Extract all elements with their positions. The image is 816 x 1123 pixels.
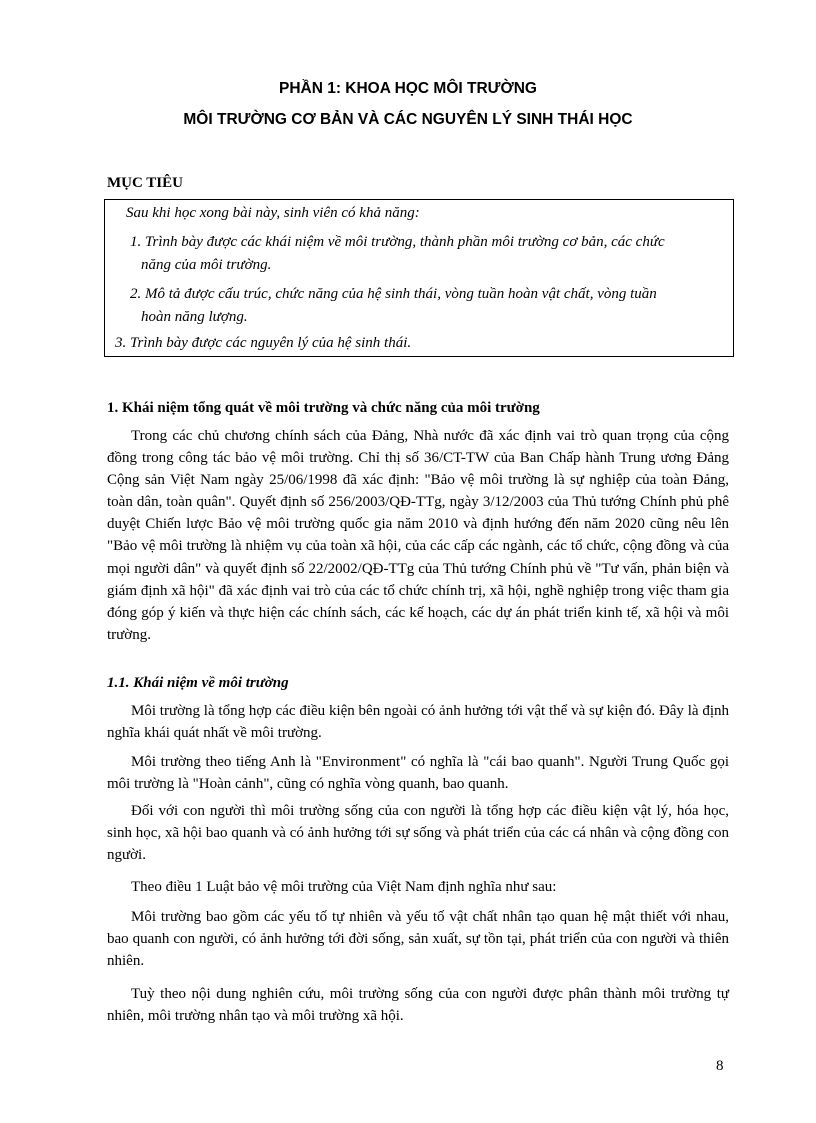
section-1-1-heading: 1.1. Khái niệm về môi trường [107, 675, 289, 691]
definition-paragraph-2: Môi trường theo tiếng Anh là "Environment" có nghĩa là "cái bao quanh". Người Trung Quốc gọi môi trường là "Hoàn cảnh", cũng có nghĩa vòng quanh, bao quanh. [107, 754, 729, 793]
definition-paragraph-4: Theo điều 1 Luật bảo vệ môi trường của Việt Nam định nghĩa như sau: [131, 879, 557, 895]
definition-paragraph-3: Đối với con người thì môi trường sống của con người là tổng hợp các điều kiện vật lý, hóa học, sinh học, xã hội bao quanh và có ảnh hưởng tới sự sống và phát triển của các cá nhân và cộng đồng con người. [107, 803, 729, 864]
objective-item-1-line-1: 1. Trình bày được các khái niệm về môi trường, thành phần môi trường cơ bản, các chức [130, 234, 665, 250]
section-1-heading: 1. Khái niệm tổng quát về môi trường và chức năng của môi trường [107, 400, 540, 416]
objective-item-3: 3. Trình bày được các nguyên lý của hệ sinh thái. [115, 335, 412, 351]
objective-item-2-line-2: hoàn năng lượng. [141, 309, 248, 325]
section-1-paragraph: Trong các chủ chương chính sách của Đảng, Nhà nước đã xác định vai trò quan trọng của cộng đồng trong công tác bảo vệ môi trường. Chỉ thị số 36/CT-TW của Ban Chấp hành Trung ương Đảng Cộng sản Việt Nam ngày 25/06/1998 đã xác định: "Bảo vệ môi trường là sự nghiệp của toàn Đảng, toàn dân, toàn quân". Quyết định số 256/2003/QĐ-TTg, ngày 3/12/2003 của Thủ tướng Chính phủ phê duyệt Chiến lược Bảo vệ môi trường quốc gia năm 2010 và định hướng đến năm 2020 cũng nêu lên "Bảo vệ môi trường là nhiệm vụ của toàn xã hội, của các cấp các ngành, các tổ chức, cộng đồng và của mọi người dân" và quyết định số 22/2002/QĐ-TTg của Thủ tướng Chính phủ về "Tư vấn, phản biện và giám định xã hội" đã xác định vai trò của các tổ chức chính trị, xã hội, nghề nghiệp trong việc tham gia đóng góp ý kiến và thực hiện các chính sách, các kế hoạch, các dự án phát triển kinh tế, xã hội và môi trường. [107, 428, 729, 643]
objective-item-1-line-2: năng của môi trường. [141, 257, 272, 273]
chapter-title: MÔI TRƯỜNG CƠ BẢN VÀ CÁC NGUYÊN LÝ SINH THÁI HỌC [183, 111, 633, 128]
objectives-box [104, 199, 734, 357]
objectives-heading: MỤC TIÊU [107, 175, 183, 191]
definition-paragraph-1: Môi trường là tổng hợp các điều kiện bên ngoài có ảnh hưởng tới vật thể và sự kiện đó. Đây là định nghĩa khái quát nhất về môi trường. [107, 703, 729, 742]
part-title: PHẦN 1: KHOA HỌC MÔI TRƯỜNG [278, 80, 537, 97]
objective-item-2-line-1: 2. Mô tả được cấu trúc, chức năng của hệ sinh thái, vòng tuần hoàn vật chất, vòng tuần [130, 286, 657, 302]
page-number: 8 [716, 1058, 724, 1074]
definition-paragraph-5: Môi trường bao gồm các yếu tố tự nhiên và yếu tố vật chất nhân tạo quan hệ mật thiết với nhau, bao quanh con người, có ảnh hưởng tới đời sống, sản xuất, sự tồn tại, phát triển của con người và thiên nhiên. [107, 909, 729, 970]
definition-paragraph-6: Tuỳ theo nội dung nghiên cứu, môi trường sống của con người được phân thành môi trường tự nhiên, môi trường nhân tạo và môi trường xã hội. [107, 986, 729, 1025]
objectives-intro: Sau khi học xong bài này, sinh viên có khả năng: [126, 205, 420, 221]
